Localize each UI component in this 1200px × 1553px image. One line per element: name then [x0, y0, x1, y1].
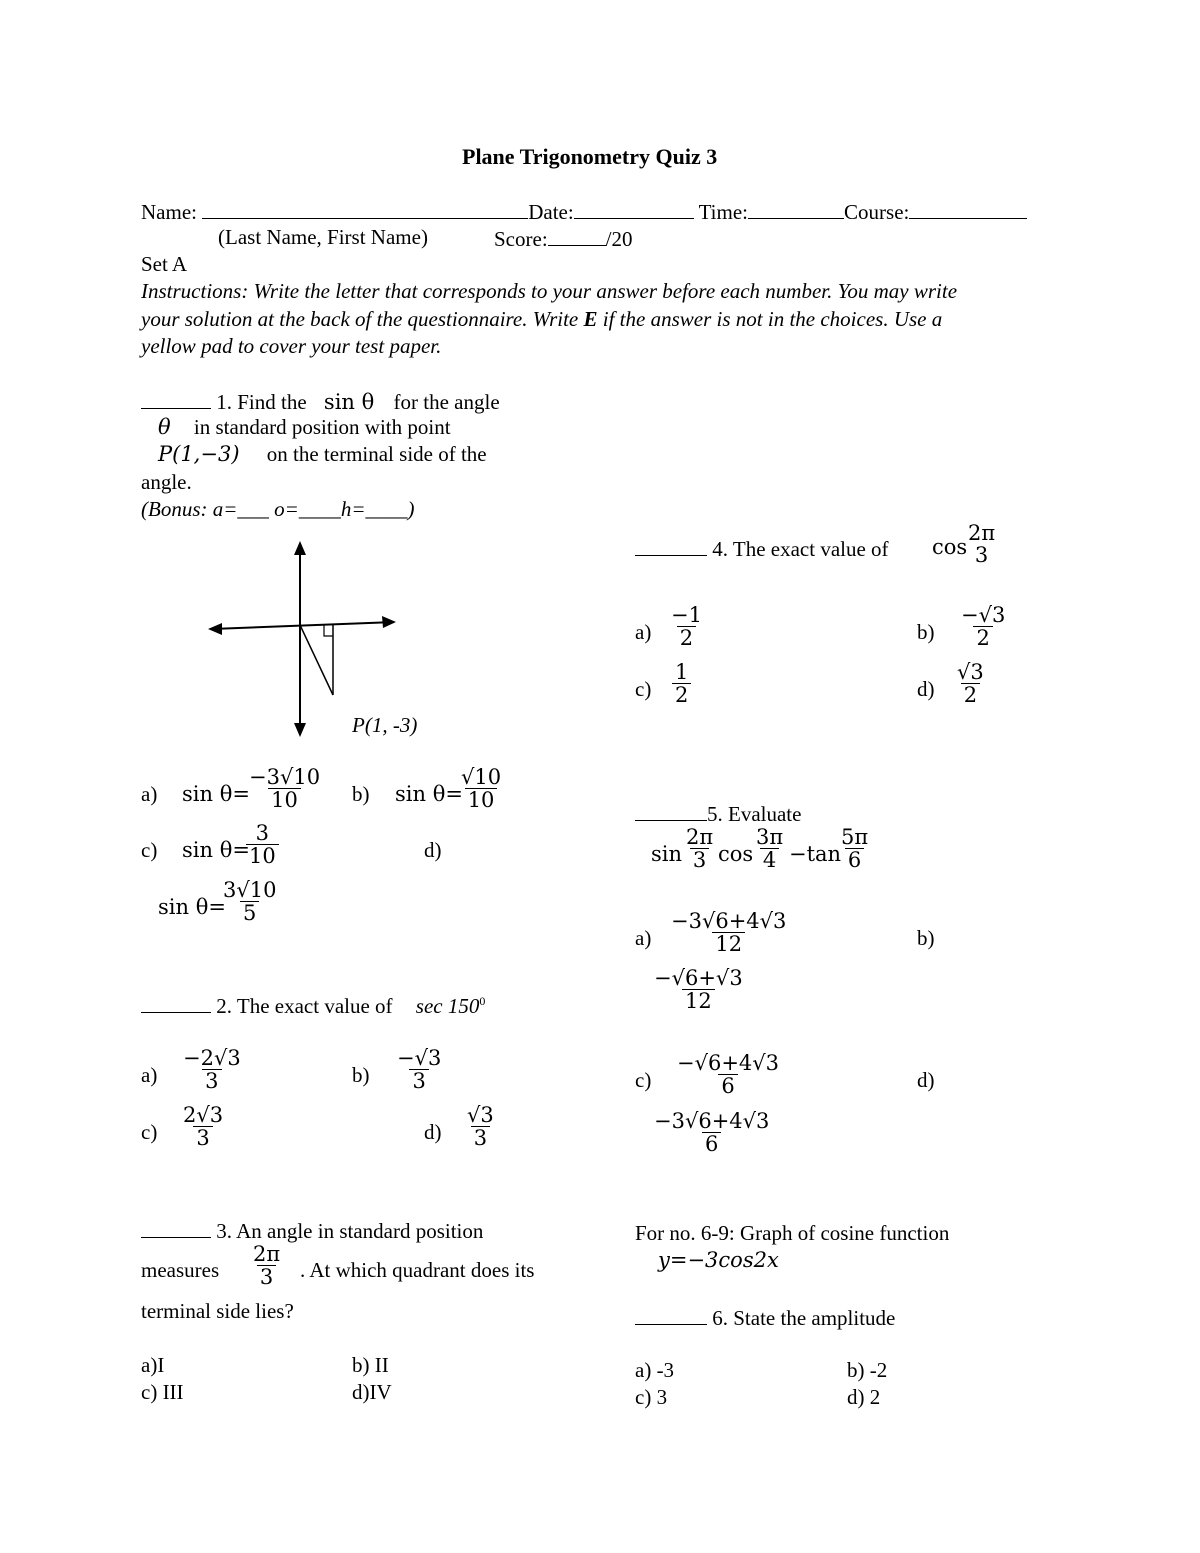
graph-x-arrow-left — [208, 623, 222, 635]
q3-choice-b[interactable]: b) II — [352, 1353, 389, 1377]
q1-choice-b[interactable] — [458, 766, 504, 811]
q5-choice-c[interactable] — [674, 1052, 782, 1097]
score-label: Score: — [494, 227, 548, 251]
instructions-e: E — [583, 307, 598, 331]
name-label: Name: — [141, 200, 197, 224]
q5-frac-2 — [753, 826, 786, 871]
instructions-text-2a: your solution at the back of the questionnaire. Write — [141, 307, 579, 331]
q3-choice-a[interactable]: a)I — [141, 1353, 165, 1377]
q4-choice-a[interactable] — [668, 604, 705, 649]
q5-f3-num: 5π — [841, 825, 869, 849]
q2-choice-c[interactable] — [180, 1104, 226, 1149]
q5-line — [635, 802, 801, 825]
q2-stem: 2. The exact value of — [216, 994, 393, 1018]
q4-fraction — [965, 522, 998, 566]
q5-c-num: −√6+4√3 — [677, 1051, 780, 1075]
q5-choice-b[interactable] — [651, 967, 746, 1012]
q1-stem-1: 1. Find the — [216, 390, 307, 414]
q4-frac-num: 2π — [968, 521, 996, 545]
q1-point-label: P(1, -3) — [352, 713, 418, 737]
q5-f3-den: 6 — [845, 848, 864, 871]
q3-stem-2b: . At which quadrant does its — [300, 1258, 535, 1282]
q1-bonus: (Bonus: a=___ o=____h=____) — [141, 497, 415, 521]
q2-choice-a[interactable] — [180, 1047, 244, 1092]
q1-choice-a-label: a) — [141, 782, 158, 806]
q5-choice-a[interactable] — [668, 910, 789, 955]
q2-a-num: −2√3 — [183, 1046, 241, 1070]
q2-b-num: −√3 — [397, 1046, 442, 1070]
q1-choice-a[interactable] — [246, 766, 323, 811]
graph-y-arrow-down — [294, 723, 306, 737]
q3-choice-d[interactable]: d)IV — [352, 1380, 392, 1404]
q1-point: P(1,−3) — [158, 442, 240, 466]
time-label: Time: — [698, 200, 749, 224]
q5-answer-blank[interactable] — [635, 802, 707, 821]
q1-stem-3: in standard position with point — [193, 415, 451, 439]
q3-frac-den: 3 — [257, 1265, 276, 1288]
q1-choice-b-sin: sin θ= — [395, 782, 463, 806]
q2-choice-a-label: a) — [141, 1063, 158, 1087]
q1-a-den: 10 — [268, 788, 301, 811]
q4-choice-d-label: d) — [917, 677, 935, 701]
q2-degree-sup: 0 — [479, 994, 486, 1008]
graph-right-angle — [324, 624, 333, 636]
q1-d-den: 5 — [240, 901, 259, 924]
q6-answer-blank[interactable] — [635, 1306, 707, 1325]
q5-f1-den: 3 — [690, 848, 709, 871]
course-label: Course: — [844, 200, 910, 224]
q2-d-den: 3 — [471, 1126, 490, 1149]
q3-fraction — [250, 1243, 283, 1288]
q2-choice-d[interactable] — [464, 1104, 497, 1149]
q1-d-num: 3√10 — [223, 878, 277, 902]
q6-line — [635, 1306, 895, 1329]
q4-choice-b[interactable] — [958, 604, 1008, 649]
q3-stem-1: 3. An angle in standard position — [216, 1219, 484, 1243]
q5-f2-num: 3π — [756, 825, 784, 849]
q4-a-num: −1 — [671, 603, 702, 627]
q4-c-den: 2 — [672, 683, 691, 706]
q4-choice-b-label: b) — [917, 620, 935, 644]
q6-9-equation: y=−3cos2x — [658, 1248, 779, 1272]
q1-line-1 — [141, 390, 500, 413]
q1-c-den: 10 — [246, 844, 279, 867]
q1-c-num: 3 — [255, 821, 270, 845]
date-blank[interactable] — [574, 200, 694, 219]
q2-a-den: 3 — [202, 1069, 221, 1092]
q1-choice-a-sin: sin θ= — [182, 782, 250, 806]
q3-frac-num: 2π — [253, 1242, 281, 1266]
q2-choice-c-label: c) — [141, 1120, 158, 1144]
q1-choice-d-sin: sin θ= — [158, 895, 226, 919]
q4-d-num: √3 — [957, 660, 984, 684]
q1-choice-c-label: c) — [141, 838, 158, 862]
q2-choice-b[interactable] — [394, 1047, 444, 1092]
instructions-text-1: Write the letter that corresponds to your answer before each number. You may write — [253, 279, 958, 303]
q5-b-num: −√6+√3 — [654, 966, 743, 990]
q1-choice-c[interactable] — [246, 822, 279, 867]
q5-d-den: 6 — [702, 1132, 721, 1155]
q5-choice-d[interactable] — [651, 1110, 772, 1155]
q5-sin: sin — [651, 842, 683, 866]
header-row — [141, 200, 1027, 223]
graph-y-arrow-up — [294, 541, 306, 555]
q3-line-1 — [141, 1219, 483, 1242]
score-blank[interactable] — [548, 227, 606, 246]
course-blank[interactable] — [909, 200, 1027, 219]
instructions-label: Instructions: — [141, 279, 249, 303]
q5-choice-c-label: c) — [635, 1068, 652, 1092]
graph-x-axis — [212, 622, 394, 629]
set-label: Set A — [141, 252, 188, 276]
q4-choice-c[interactable] — [672, 661, 691, 706]
q5-frac-3 — [838, 826, 871, 871]
q1-theta: θ — [158, 415, 171, 439]
q5-frac-1 — [683, 826, 716, 871]
q5-f1-num: 2π — [686, 825, 714, 849]
q6-choice-d[interactable]: d) 2 — [847, 1385, 881, 1409]
q1-line-3 — [158, 444, 487, 465]
q4-choice-d[interactable] — [954, 661, 987, 706]
instructions-line-2 — [141, 309, 942, 330]
q2-c-num: 2√3 — [183, 1103, 224, 1127]
q2-expr: sec 150 — [415, 994, 480, 1018]
q5-d-num: −3√6+4√3 — [654, 1109, 770, 1133]
q6-choice-a[interactable]: a) -3 — [635, 1358, 675, 1382]
q4-choice-c-label: c) — [635, 677, 652, 701]
name-hint: (Last Name, First Name) — [218, 225, 428, 249]
instructions-text-2c: if the answer is not in the choices. Use a — [602, 307, 943, 331]
q1-choice-d[interactable] — [220, 879, 279, 924]
q2-choice-d-label: d) — [424, 1120, 442, 1144]
q5-c-den: 6 — [718, 1074, 737, 1097]
q1-stem-5: angle. — [141, 470, 192, 494]
q5-tan: −tan — [789, 842, 842, 866]
q2-d-num: √3 — [467, 1103, 494, 1127]
score-row — [494, 227, 633, 250]
graph-x-arrow-right — [382, 616, 396, 628]
q5-choice-b-label: b) — [917, 926, 935, 950]
q2-answer-blank[interactable] — [141, 994, 211, 1013]
time-blank[interactable] — [748, 200, 844, 219]
q3-stem-3: terminal side lies? — [141, 1299, 294, 1323]
q1-line-2 — [158, 417, 451, 438]
q4-b-den: 2 — [973, 626, 992, 649]
q1-choice-c-sin: sin θ= — [182, 838, 250, 862]
q3-choice-c[interactable]: c) III — [141, 1380, 184, 1404]
q1-stem-4: on the terminal side of the — [266, 442, 487, 466]
q5-a-den: 12 — [712, 932, 745, 955]
q6-choice-b[interactable]: b) -2 — [847, 1358, 888, 1382]
q4-line — [635, 537, 889, 560]
q1-answer-blank[interactable] — [141, 390, 211, 409]
instructions-line-3: yellow pad to cover your test paper. — [141, 334, 442, 358]
q1-graph-label — [352, 715, 417, 736]
q5-b-den: 12 — [682, 989, 715, 1012]
q4-d-den: 2 — [961, 683, 980, 706]
score-total: /20 — [605, 227, 633, 251]
q3-stem-2a: measures — [141, 1258, 220, 1282]
q6-9-intro: For no. 6-9: Graph of cosine function — [635, 1221, 950, 1245]
q2-c-den: 3 — [193, 1126, 212, 1149]
q1-b-num: √10 — [461, 765, 502, 789]
q5-choice-d-label: d) — [917, 1068, 935, 1092]
q3-answer-blank[interactable] — [141, 1219, 211, 1238]
q1-a-num: −3√10 — [249, 765, 321, 789]
q4-frac-den: 3 — [974, 543, 989, 568]
page-title: Plane Trigonometry Quiz 3 — [462, 144, 718, 169]
q1-stem-2: for the angle — [393, 390, 500, 414]
q2-choice-b-label: b) — [352, 1063, 370, 1087]
q1-b-den: 10 — [465, 788, 498, 811]
q4-stem: 4. The exact value of — [712, 537, 889, 561]
instructions-line-1 — [141, 281, 957, 302]
q1-sin-theta: sin θ — [323, 390, 375, 414]
q1-choice-b-label: b) — [352, 782, 370, 806]
q5-cos: cos — [718, 842, 754, 866]
q4-a-den: 2 — [677, 626, 696, 649]
q4-choice-a-label: a) — [635, 620, 652, 644]
q1-choice-d-label: d) — [424, 838, 442, 862]
q2-b-den: 3 — [409, 1069, 428, 1092]
name-blank[interactable] — [202, 200, 528, 219]
q4-c-num: 1 — [675, 660, 689, 684]
q5-f2-den: 4 — [760, 848, 779, 871]
q5-a-num: −3√6+4√3 — [671, 909, 787, 933]
q6-stem: 6. State the amplitude — [712, 1306, 896, 1330]
q5-choice-a-label: a) — [635, 926, 652, 950]
q4-answer-blank[interactable] — [635, 537, 707, 556]
q4-cos: cos — [932, 535, 968, 559]
q5-stem: 5. Evaluate — [707, 802, 802, 826]
q2-line — [141, 994, 485, 1017]
q4-b-num: −√3 — [961, 603, 1006, 627]
q6-choice-c[interactable]: c) 3 — [635, 1385, 668, 1409]
date-label: Date: — [528, 200, 574, 224]
